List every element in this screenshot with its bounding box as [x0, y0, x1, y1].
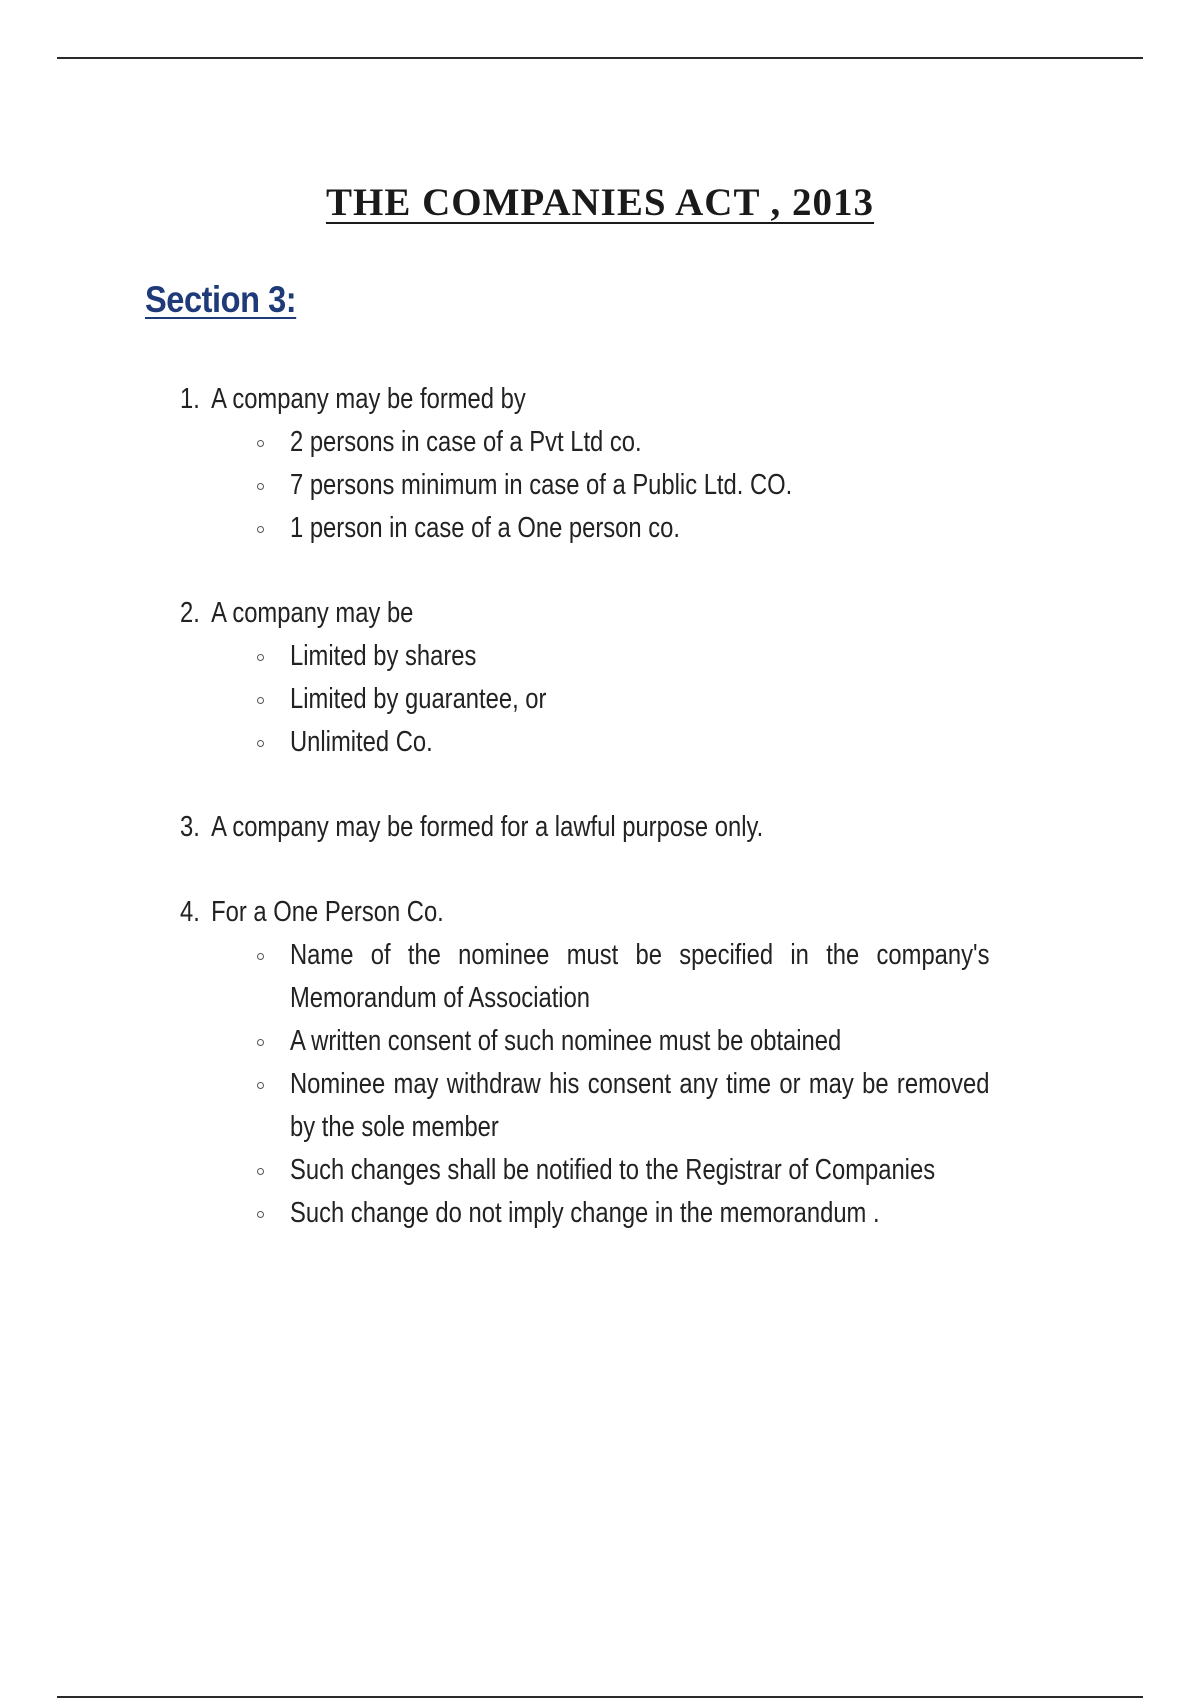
section-heading: Section 3: [145, 279, 297, 320]
item-text: A company may be formed by [211, 383, 526, 415]
item-number: 1. [180, 383, 200, 415]
sub-item [290, 635, 1060, 678]
list-item [180, 378, 1060, 550]
item-number: 4. [180, 896, 200, 928]
hollow-bullet-icon [257, 1039, 264, 1046]
hollow-bullet-icon [257, 740, 264, 747]
bottom-rule [57, 1696, 1143, 1698]
item-text: For a One Person Co. [211, 896, 444, 928]
sub-item-text: Nominee may withdraw his consent any time or may be removed by the sole member [290, 1068, 990, 1143]
sub-item [290, 1192, 1060, 1235]
sub-item [290, 507, 1060, 550]
sub-item [290, 721, 1060, 764]
sub-item-text: Such change do not imply change in the memorandum . [290, 1197, 880, 1229]
sub-item-text: Name of the nominee must be specified in the company's Memorandum of Association [290, 939, 990, 1014]
hollow-bullet-icon [257, 654, 264, 661]
sub-item-text: 7 persons minimum in case of a Public Ltd. CO. [290, 469, 793, 501]
hollow-bullet-icon [257, 440, 264, 447]
top-rule [57, 57, 1143, 59]
item-text: A company may be [211, 597, 414, 629]
sub-item [290, 421, 1060, 464]
item-text: A company may be formed for a lawful purpose only. [211, 811, 764, 843]
sub-item [290, 678, 1060, 721]
list-item [180, 806, 1060, 849]
section-items-list [180, 378, 1060, 1277]
list-item [180, 891, 1060, 1235]
list-item [180, 592, 1060, 764]
sub-item [290, 1020, 1060, 1063]
hollow-bullet-icon [257, 1168, 264, 1175]
hollow-bullet-icon [257, 697, 264, 704]
sub-item [290, 934, 1060, 1020]
sub-item-text: Unlimited Co. [290, 726, 433, 758]
sub-item [290, 1149, 1060, 1192]
sub-item [290, 464, 1060, 507]
hollow-bullet-icon [257, 1211, 264, 1218]
sub-item [290, 1063, 1060, 1149]
hollow-bullet-icon [257, 1082, 264, 1089]
sub-item-text: 1 person in case of a One person co. [290, 512, 680, 544]
document-title [0, 180, 1200, 225]
sub-item-text: A written consent of such nominee must be obtained [290, 1025, 842, 1057]
sub-item-text: Such changes shall be notified to the Registrar of Companies [290, 1154, 936, 1186]
document-title-text: THE COMPANIES ACT , 2013 [325, 181, 875, 224]
sub-list [180, 635, 1060, 764]
hollow-bullet-icon [257, 483, 264, 490]
sub-item-text: Limited by guarantee, or [290, 683, 547, 715]
item-number: 2. [180, 597, 200, 629]
sub-item-text: Limited by shares [290, 640, 477, 672]
item-number: 3. [180, 811, 200, 843]
sub-item-text: 2 persons in case of a Pvt Ltd co. [290, 426, 642, 458]
hollow-bullet-icon [257, 526, 264, 533]
sub-list [180, 421, 1060, 550]
sub-list [180, 934, 1060, 1235]
hollow-bullet-icon [257, 953, 264, 960]
